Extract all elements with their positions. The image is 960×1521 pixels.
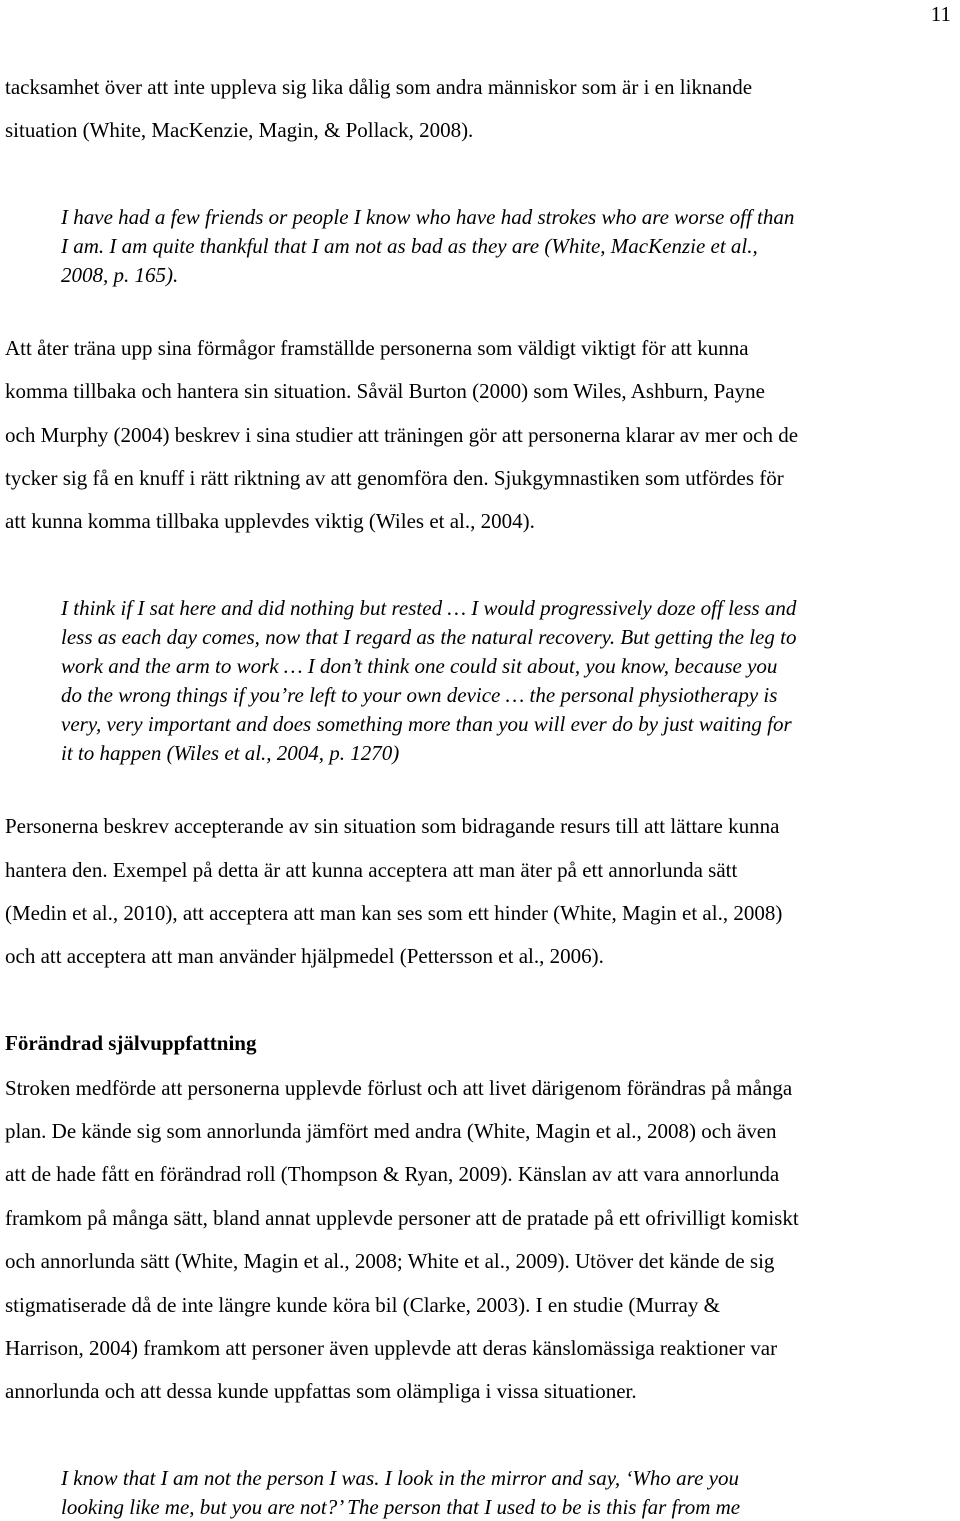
block-quote-2-line: I think if I sat here and did nothing but rested … I would progressively doze off less and <box>61 596 797 620</box>
block-quote-2-line: work and the arm to work … I don’t think one could sit about, you know, because you <box>61 654 778 678</box>
paragraph-2-line: Att åter träna upp sina förmågor framställde personerna som väldigt viktigt för att kunna <box>5 336 749 360</box>
paragraph-4-line: stigmatiserade då de inte längre kunde köra bil (Clarke, 2003). I en studie (Murray & <box>5 1293 720 1317</box>
paragraph-2-line: och Murphy (2004) beskrev i sina studier att träningen gör att personerna klarar av mer och de <box>5 423 799 447</box>
paragraph-4-line: att de hade fått en förändrad roll (Thompson & Ryan, 2009). Känslan av att vara annorlunda <box>5 1162 780 1186</box>
paragraph-4-line: framkom på många sätt, bland annat upplevde personer att de pratade på ett ofrivilligt komiskt <box>5 1206 799 1230</box>
paragraph-4-line: plan. De kände sig som annorlunda jämfört med andra (White, Magin et al., 2008) och även <box>5 1119 777 1143</box>
block-quote-1-line: I am. I am quite thankful that I am not as bad as they are (White, MacKenzie et al., <box>61 234 758 258</box>
paragraph-4-line: annorlunda och att dessa kunde uppfattas som olämpliga i vissa situationer. <box>5 1379 637 1403</box>
paragraph-2-line: att kunna komma tillbaka upplevdes viktig (Wiles et al., 2004). <box>5 509 535 533</box>
block-quote-2-line: very, very important and does something more than you will ever do by just waiting for <box>61 712 792 736</box>
block-quote-2-line: less as each day comes, now that I regard as the natural recovery. But getting the leg to <box>61 625 797 649</box>
paragraph-4-line: Harrison, 2004) framkom att personer även upplevde att deras känslomässiga reaktioner var <box>5 1336 778 1360</box>
paragraph-3-line: (Medin et al., 2010), att acceptera att man kan ses som ett hinder (White, Magin et al., 2008) <box>5 901 783 925</box>
paragraph-4-line: och annorlunda sätt (White, Magin et al., 2008; White et al., 2009). Utöver det kände de sig <box>5 1249 775 1273</box>
paragraph-1-line: tacksamhet över att inte uppleva sig lika dålig som andra människor som är i en liknande <box>5 75 753 99</box>
block-quote-2-line: do the wrong things if you’re left to your own device … the personal physiotherapy is <box>61 683 778 707</box>
paragraph-4-line: Stroken medförde att personerna upplevde förlust och att livet därigenom förändras på många <box>5 1076 793 1100</box>
page-number: 11 <box>930 2 951 26</box>
paragraph-1-line: situation (White, MacKenzie, Magin, & Pollack, 2008). <box>5 118 474 142</box>
paragraph-2-line: tycker sig få en knuff i rätt riktning av att genomföra den. Sjukgymnastiken som utfördes för <box>5 466 784 490</box>
block-quote-1-line: I have had a few friends or people I know who have had strokes who are worse off than <box>61 205 795 229</box>
block-quote-2-line: it to happen (Wiles et al., 2004, p. 1270) <box>61 741 400 765</box>
section-heading: Förändrad självuppfattning <box>5 1031 257 1055</box>
paragraph-3-line: hantera den. Exempel på detta är att kunna acceptera att man äter på ett annorlunda sätt <box>5 858 738 882</box>
paragraph-3-line: Personerna beskrev accepterande av sin situation som bidragande resurs till att lättare kunna <box>5 814 780 838</box>
block-quote-1-line: 2008, p. 165). <box>61 263 179 287</box>
block-quote-3-line: looking like me, but you are not?’ The person that I used to be is this far from me <box>61 1495 741 1519</box>
paragraph-3-line: och att acceptera att man använder hjälpmedel (Pettersson et al., 2006). <box>5 944 604 968</box>
block-quote-3-line: I know that I am not the person I was. I look in the mirror and say, ‘Who are you <box>61 1466 739 1490</box>
paragraph-2-line: komma tillbaka och hantera sin situation. Såväl Burton (2000) som Wiles, Ashburn, Payne <box>5 379 765 403</box>
